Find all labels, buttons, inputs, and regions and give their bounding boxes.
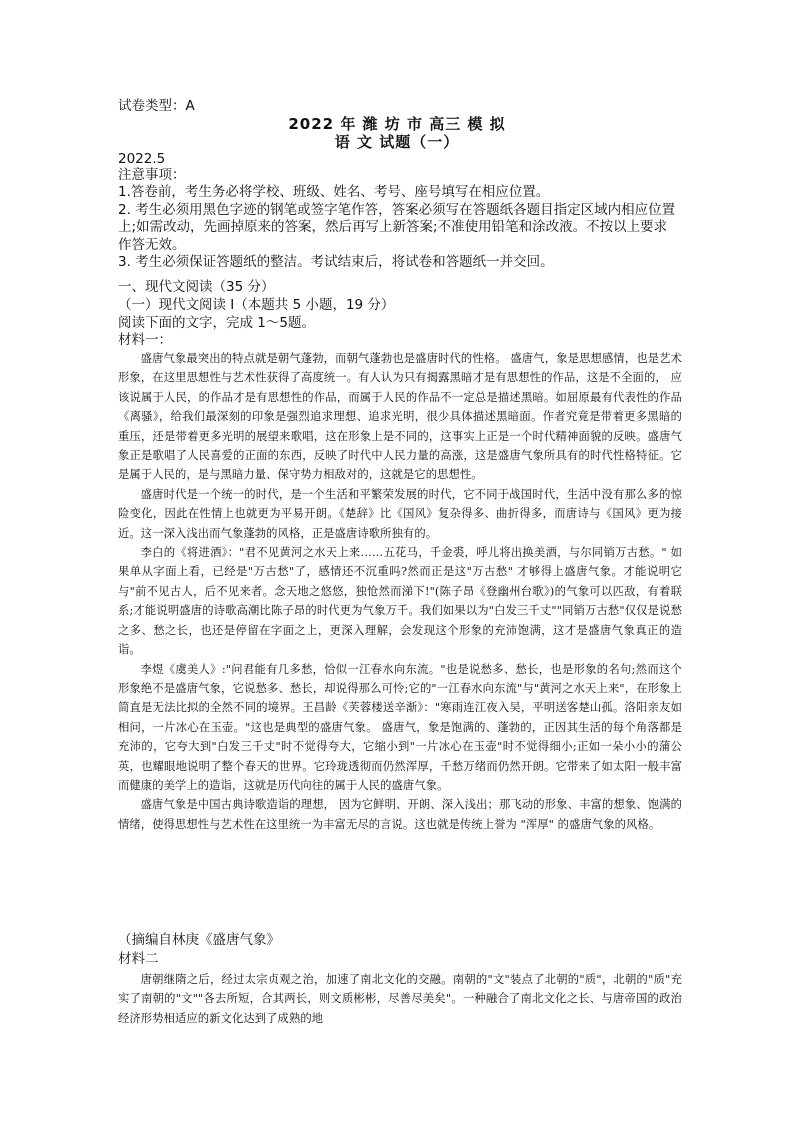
exam-title: 2022 年 潍 坊 市 高三 模 拟 — [288, 115, 506, 133]
notice-label: 注意事项： — [118, 167, 186, 183]
section-heading: 一、现代文阅读（35 分） — [118, 279, 275, 295]
material2-text — [118, 970, 682, 1028]
notice-item: 1.答卷前，考生务必将学校、班级、姓名、考号、座号填写在相应位置。 — [118, 184, 550, 200]
material1-label: 材料一： — [118, 332, 172, 348]
paragraph: 李煜《虞美人》:"问君能有几多愁，恰似一江春水向东流。"也是说愁多、愁长，也是形象的名句;然而这个形象绝不是盛唐气象，它说愁多、愁长，却说得那么可怜;它的"一江春水向东流"与"黄河之水天上来"，在形象上简直是无法比拟的全然不同的境界。王昌龄《芙蓉楼送辛渐》："寒雨连江夜入吴，平明送客楚山孤。洛阳亲友如相问，一片冰心在玉壶。"这也是典型的盛唐气象。 盛唐气，象是饱满的、蓬勃的，正因其生活的每个角落都是充沛的，它夸大到"白发三千丈"时不觉得夸大，它缩小到"一片冰心在玉壶"时不觉得细小;正如一朵小小的蒲公英，也耀眼地说明了整个春天的世界。它玲珑透彻而仍然浑厚，千愁万绪而仍然开朗。它带来了如太阳一般丰富而健康的美学上的造诣，这就是历代向往的属于人民的盛唐气象。 — [118, 662, 682, 792]
source-citation: （摘编自林庚《盛唐气象》 — [118, 932, 280, 948]
paragraph: 盛唐气象是中国古典诗歌造诣的理想， 因为它鲜明、开朗、深入浅出；那飞动的形象、丰富的想象、饱满的情绪，使得思想性与艺术性在这里统一为丰富无尽的言说。这也就是传统上誉为 "浑厚" 的盛唐气象的风格。 — [118, 798, 682, 831]
material1-text — [118, 349, 682, 834]
notice-item: 3. 考生必须保证答题纸的整洁。考试结束后，将试卷和答题纸一并交回。 — [118, 254, 554, 271]
notice-item: 2. 考生必须用黑色字迹的钢笔或签字笔作答，答案必须写在答题纸各题目指定区域内相应位置上;如需改动，先画掉原来的答案，然后再写上新答案;不准使用铅笔和涂改液。不按以上要求作答无效。 — [118, 201, 676, 253]
paragraph: 盛唐气象最突出的特点就是朝气蓬勃，而朝气蓬勃也是盛唐时代的性格。 盛唐气，象是思想感情，也是艺术形象，在这里思想性与艺术性获得了高度统一。有人认为只有揭露黑暗才是有思想性的作品，这是不全面的， 应该说属于人民，的作品才是有思想性的作品，而属于人民的作品不一定总是描述黑暗。如屈原最有代表性的作品《离骚》，给我们最深刻的印象是强烈追求理想、追求光明，很少具体描述黑暗面。作者究竟是带着更多黑暗的重压，还是带着更多光明的展望来歌唱，这在形象上是不同的，这事实上正是一个时代精神面貌的反映。盛唐气象正是歌唱了人民喜爱的正面的东西，反映了时代中人民力量的高涨，这是盛唐气象所具有的时代性格特征。它是属于人民的，是与黑暗力量、保守势力相敌对的，这就是它的思想性。 — [118, 352, 682, 482]
subsection-heading: （一）现代文阅读 I（本题共 5 小题，19 分） — [118, 297, 395, 313]
paragraph: 李白的《将进酒》："君不见黄河之水天上来……五花马，千金裘，呼儿将出换美酒，与尔同销万古愁。" 如果单从字面上看，已经是"万古愁"了，感情还不沉重吗?然而正是这"万古愁" 才够得上盛唐气象。才能说明它与"前不见古人，后不见来者。念天地之悠悠，独怆然而涕下!"(陈子昂《登幽州台歌》)的气象可以匹敌，有着联系;才能说明盛唐的诗歌高潮比陈子昂的时代更为气象万千。我们如果以为"白发三千丈""同销万古愁"仅仅是说愁之多、愁之长，也还是停留在字面之上，更深入理解，会发现这个形象的充沛饱满，这才是盛唐气象真正的造诣。 — [118, 546, 682, 657]
material2-label: 材料二 — [118, 951, 159, 967]
exam-subtitle: 语 文 试题（一） — [334, 133, 460, 151]
notice-list — [118, 184, 680, 272]
paragraph: 盛唐时代是一个统一的时代，是一个生活和平繁荣发展的时代，它不同于战国时代，生活中没有那么多的惊险变化，因此在性情上也就更为平易开朗。《楚辞》比《国风》复杂得多、曲折得多，而唐诗与《国风》更为接近。这一深入浅出而气象蓬勃的风格，正是盛唐诗歌所独有的。 — [118, 487, 682, 540]
paper-type: 试卷类型：A — [118, 98, 195, 114]
reading-instruction: 阅读下面的文字，完成 1～5题。 — [118, 315, 315, 331]
paragraph: 唐朝继隋之后，经过太宗贞观之治，加速了南北文化的交融。南朝的"文"装点了北朝的"质"，北朝的"质"充实了南朝的"文""各去所短，合其两长，则文质彬彬，尽善尽美矣"。一种融合了南北文化之长、与唐帝国的政治经济形势相适应的新文化达到了成熟的地 — [118, 973, 682, 1025]
exam-date: 2022.5 — [118, 151, 166, 167]
